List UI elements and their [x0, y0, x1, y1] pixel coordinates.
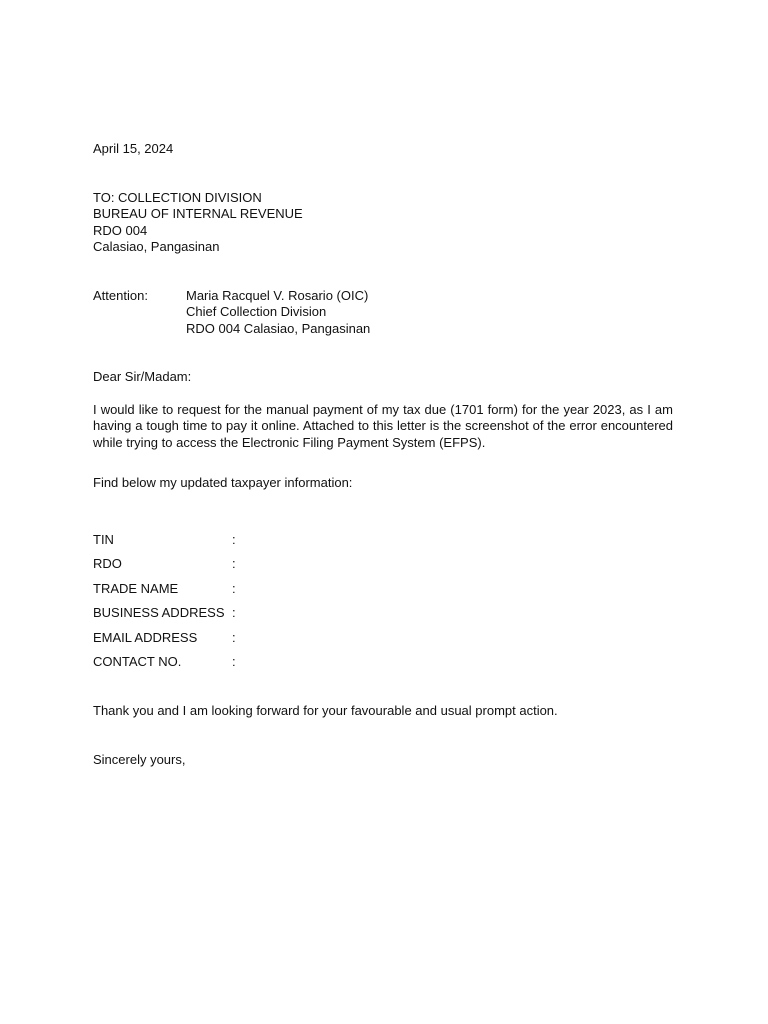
attention-line-2: Chief Collection Division: [186, 304, 327, 319]
attention-label: Attention:: [93, 287, 148, 303]
recipient-line-1: TO: COLLECTION DIVISION: [93, 189, 262, 205]
salutation: Dear Sir/Madam:: [93, 369, 192, 384]
info-colon: :: [232, 580, 236, 596]
attention-line-1: Maria Racquel V. Rosario (OIC): [186, 287, 369, 303]
closing-paragraph: Thank you and I am looking forward for your favourable and usual prompt action.: [93, 703, 558, 719]
recipient-line-4: Calasiao, Pangasinan: [93, 239, 220, 254]
info-label: RDO: [93, 556, 122, 572]
info-colon: :: [232, 531, 236, 547]
recipient-line-2: BUREAU OF INTERNAL REVENUE: [93, 206, 303, 221]
info-intro-paragraph: Find below my updated taxpayer information:: [93, 475, 353, 490]
info-row-business-address: [93, 605, 673, 630]
info-row-email-address: [93, 630, 673, 655]
info-colon: :: [232, 605, 236, 621]
sign-off: Sincerely yours,: [93, 751, 186, 767]
taxpayer-info-table: [93, 532, 673, 680]
info-label: TIN: [93, 531, 114, 547]
info-label: EMAIL ADDRESS: [93, 629, 198, 645]
request-paragraph: I would like to request for the manual payment of my tax due (1701 form) for the year 2023, as I am having a tough time to pay it online. Attached to this letter is the screenshot of the error encountered while trying to access the Electronic Filing Payment System (EFPS).: [93, 401, 673, 450]
recipient-line-3: RDO 004: [93, 222, 148, 238]
recipient-block: [93, 190, 673, 256]
attention-line-3: RDO 004 Calasiao, Pangasinan: [186, 320, 371, 336]
info-label: CONTACT NO.: [93, 654, 182, 670]
attention-block: [93, 288, 673, 338]
info-label: TRADE NAME: [93, 580, 179, 596]
info-label: BUSINESS ADDRESS: [93, 605, 225, 621]
info-row-trade-name: [93, 581, 673, 606]
info-colon: :: [232, 629, 236, 645]
letter-body: [93, 141, 673, 768]
letter-date: April 15, 2024: [93, 141, 174, 156]
info-colon: :: [232, 556, 236, 572]
info-colon: :: [232, 654, 236, 670]
info-row-rdo: [93, 556, 673, 581]
info-row-contact-no: [93, 654, 673, 679]
info-row-tin: [93, 532, 673, 557]
